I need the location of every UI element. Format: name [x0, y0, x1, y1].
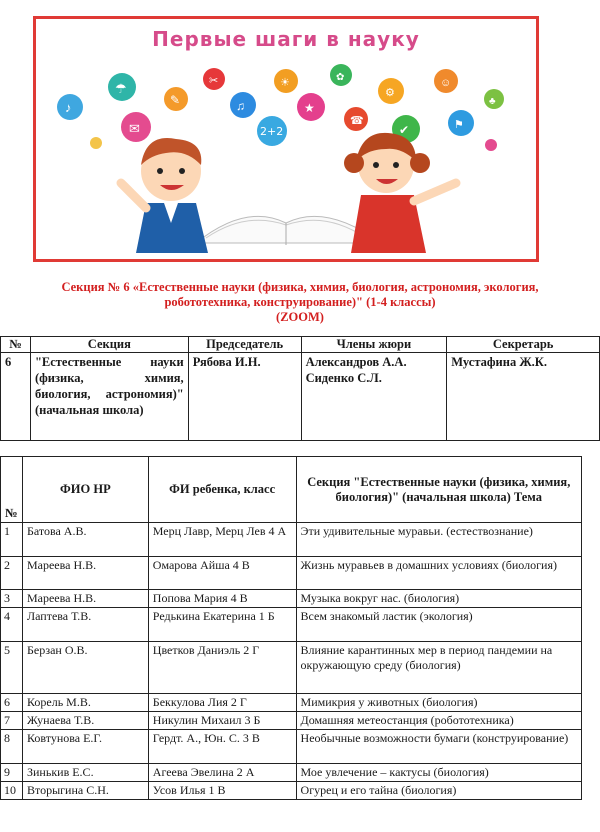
child-cell: Беккулова Лия 2 Г	[148, 694, 296, 712]
participants-header	[1, 457, 582, 523]
teacher-cell: Батова А.В.	[22, 523, 148, 557]
teacher-cell: Жунаева Т.В.	[22, 712, 148, 730]
col-header: Секция "Естественные науки (физика, химия, биология)" (начальная школа) Тема	[296, 457, 581, 523]
child-cell: Омарова Айша 4 В	[148, 557, 296, 590]
boy-illustration	[121, 138, 208, 253]
jury-section: "Естественные науки (физика, химия, биология, астрономия)" (начальная школа)	[30, 353, 188, 441]
col-header: Секретарь	[447, 337, 600, 353]
child-cell: Гердт. А., Юн. С. 3 В	[148, 730, 296, 764]
section-heading	[0, 280, 600, 325]
teacher-cell: Вторыгина С.Н.	[22, 782, 148, 800]
col-header: Председатель	[188, 337, 301, 353]
topic-cell: Жизнь муравьев в домашних условиях (биология)	[296, 557, 581, 590]
heading-line-1: Секция № 6 «Естественные науки (физика, химия, биология, астрономия, экология,	[61, 280, 539, 294]
banner	[33, 16, 539, 262]
row-num: 10	[1, 782, 23, 800]
row-num: 8	[1, 730, 23, 764]
banner-illustration	[36, 53, 536, 258]
topic-cell: Влияние карантинных мер в период пандемии на окружающую среду (биология)	[296, 642, 581, 694]
teacher-cell: Мареева Н.В.	[22, 557, 148, 590]
col-header: Члены жюри	[301, 337, 447, 353]
science-icons	[57, 64, 504, 151]
col-header: Секция	[30, 337, 188, 353]
table-row	[1, 590, 582, 608]
teacher-cell: Лаптева Т.В.	[22, 608, 148, 642]
svg-text:☂: ☂	[115, 81, 127, 96]
row-num: 6	[1, 694, 23, 712]
row-num: 7	[1, 712, 23, 730]
jury-num: 6	[1, 353, 31, 441]
jury-member: Сиденко С.Л.	[305, 371, 382, 385]
row-num: 2	[1, 557, 23, 590]
teacher-cell: Корель М.В.	[22, 694, 148, 712]
child-cell: Усов Илья 1 В	[148, 782, 296, 800]
topic-cell: Огурец и его тайна (биология)	[296, 782, 581, 800]
svg-text:✉: ✉	[129, 121, 140, 136]
col-header: №	[1, 457, 23, 523]
table-row	[1, 782, 582, 800]
jury-member: Александров А.А.	[305, 355, 407, 369]
svg-text:✿: ✿	[336, 72, 345, 83]
participants-table	[0, 456, 582, 800]
topic-cell: Необычные возможности бумаги (конструирование)	[296, 730, 581, 764]
teacher-cell: Мареева Н.В.	[22, 590, 148, 608]
banner-title: Первые шаги в науку	[152, 27, 420, 51]
row-num: 1	[1, 523, 23, 557]
table-row	[1, 642, 582, 694]
jury-table-header	[1, 337, 600, 353]
topic-cell: Домашняя метеостанция (робототехника)	[296, 712, 581, 730]
jury-members	[301, 353, 447, 441]
table-row	[1, 712, 582, 730]
table-row	[1, 608, 582, 642]
svg-text:✂: ✂	[209, 75, 219, 87]
topic-cell: Эти удивительные муравьи. (естествознание)	[296, 523, 581, 557]
child-cell: Попова Мария 4 В	[148, 590, 296, 608]
svg-text:☀: ☀	[280, 77, 290, 89]
child-cell: Цветков Даниэль 2 Г	[148, 642, 296, 694]
topic-cell: Музыка вокруг нас. (биология)	[296, 590, 581, 608]
svg-text:♣: ♣	[489, 96, 496, 107]
child-cell: Агеева Эвелина 2 А	[148, 764, 296, 782]
child-cell: Никулин Михаил 3 Б	[148, 712, 296, 730]
table-row	[1, 730, 582, 764]
table-row	[1, 764, 582, 782]
row-num: 9	[1, 764, 23, 782]
svg-text:★: ★	[304, 101, 315, 115]
col-header: №	[1, 337, 31, 353]
topic-cell: Мимикрия у животных (биология)	[296, 694, 581, 712]
child-cell: Мерц Лавр, Мерц Лев 4 А	[148, 523, 296, 557]
row-num: 3	[1, 590, 23, 608]
jury-table	[0, 336, 600, 441]
col-header: ФИО НР	[22, 457, 148, 523]
jury-secretary: Мустафина Ж.К.	[447, 353, 600, 441]
svg-text:♪: ♪	[65, 100, 72, 115]
math-bubble-label: 2+2	[260, 125, 284, 138]
topic-cell: Всем знакомый ластик (экология)	[296, 608, 581, 642]
girl-illustration	[344, 133, 456, 253]
svg-text:⚑: ⚑	[454, 119, 464, 131]
teacher-cell: Ковтунова Е.Г.	[22, 730, 148, 764]
svg-text:♫: ♫	[236, 99, 245, 113]
row-num: 5	[1, 642, 23, 694]
svg-text:✎: ✎	[170, 93, 181, 107]
svg-text:✔: ✔	[399, 123, 410, 137]
table-row	[1, 557, 582, 590]
svg-text:☎: ☎	[350, 115, 364, 127]
teacher-cell: Берзан О.В.	[22, 642, 148, 694]
heading-line-2: робототехника, конструирование)" (1-4 классы)	[164, 295, 436, 309]
child-cell: Редькина Екатерина 1 Б	[148, 608, 296, 642]
col-header: ФИ ребенка, класс	[148, 457, 296, 523]
table-row	[1, 694, 582, 712]
table-row	[1, 353, 600, 441]
svg-text:⚙: ⚙	[385, 87, 395, 99]
svg-text:☺: ☺	[440, 77, 452, 89]
teacher-cell: Зинькив Е.С.	[22, 764, 148, 782]
heading-line-3: (ZOOM)	[276, 310, 324, 324]
table-row	[1, 523, 582, 557]
jury-chair: Рябова И.Н.	[188, 353, 301, 441]
topic-cell: Мое увлечение – кактусы (биология)	[296, 764, 581, 782]
row-num: 4	[1, 608, 23, 642]
